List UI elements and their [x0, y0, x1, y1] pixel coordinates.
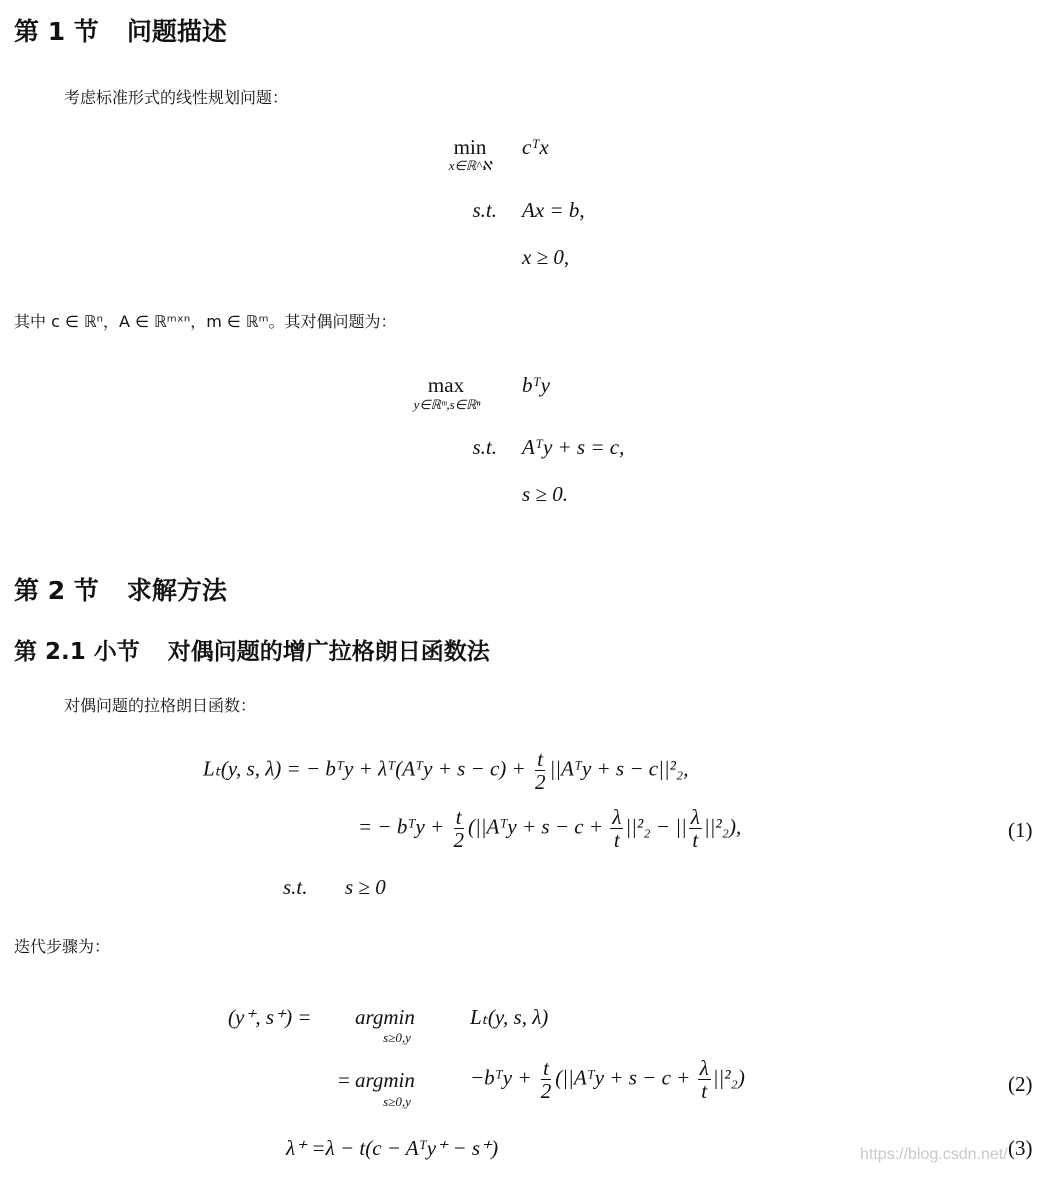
equation-tag-3: (3): [1008, 1136, 1033, 1160]
dual-constraint-1: Aᵀy + s = c,: [522, 435, 625, 459]
term: ||²₂ − ||: [625, 814, 687, 839]
term: ||Aᵀy + s − c||²₂,: [549, 756, 689, 781]
term: ||²₂): [712, 1065, 745, 1090]
denominator: 2: [453, 828, 464, 853]
denominator: t: [613, 828, 620, 853]
lhs: Lₜ(y, s, λ) =: [203, 756, 301, 781]
where-text: 其中 c ∈ ℝⁿ，A ∈ ℝᵐˣⁿ，m ∈ ℝᵐ。其对偶问题为：: [14, 312, 397, 331]
section-title: 求解方法: [126, 576, 227, 605]
st-label: s.t.: [472, 435, 497, 459]
numerator: λ: [690, 805, 700, 829]
denominator: t: [692, 828, 699, 853]
subsection-2-1-heading: [14, 633, 490, 666]
section-number: 第 2 节: [14, 576, 99, 605]
fraction: [451, 806, 466, 851]
fraction: [698, 1057, 711, 1102]
denominator: t: [701, 1079, 708, 1104]
section-1-heading: [14, 12, 227, 48]
denominator: 2: [534, 770, 546, 795]
numerator: λ: [699, 1056, 709, 1080]
primal-constraint-1: Ax = b,: [522, 198, 585, 222]
argmin-operator: argmin: [355, 1068, 415, 1092]
primal-objective: cᵀx: [522, 135, 549, 159]
numerator: λ: [612, 805, 622, 829]
equation-tag-1: (1): [1008, 818, 1033, 842]
denominator: 2: [540, 1079, 552, 1104]
lagrangian-intro: 对偶问题的拉格朗日函数：: [64, 696, 257, 715]
section-2-heading: [14, 571, 227, 607]
term: −bᵀy +: [470, 1065, 532, 1090]
min-subscript: x∈ℝ^ℵ: [448, 158, 492, 173]
st-label: s.t.: [472, 198, 497, 222]
numerator: t: [537, 747, 544, 771]
term: − bᵀy + λᵀ(Aᵀy + s − c) +: [305, 756, 526, 781]
constraint: s ≥ 0: [345, 875, 386, 899]
argmin-operator: argmin: [355, 1005, 415, 1029]
term: (||Aᵀy + s − c +: [467, 814, 604, 839]
numerator: t: [543, 1056, 549, 1080]
st-label: s.t.: [283, 875, 308, 899]
equation-1-line-1: [203, 748, 689, 793]
fraction: [610, 806, 623, 851]
primal-constraint-2: x ≥ 0,: [522, 245, 570, 269]
numerator: t: [455, 805, 462, 829]
dual-objective: bᵀy: [522, 373, 550, 397]
term: (||Aᵀy + s − c +: [555, 1065, 691, 1090]
iteration-intro: 迭代步骤为：: [14, 937, 111, 956]
argmin-subscript: s≥0,y: [383, 1094, 411, 1109]
equation-tag-2: (2): [1008, 1072, 1033, 1096]
update-lhs: (y⁺, s⁺) =: [228, 1005, 312, 1029]
update-rhs-1: Lₜ(y, s, λ): [470, 1005, 549, 1029]
intro-text: 考虑标准形式的线性规划问题：: [64, 88, 289, 107]
equation-1-line-2: [358, 806, 741, 851]
max-subscript: y∈ℝᵐ,s∈ℝⁿ: [413, 397, 481, 412]
max-operator: max: [427, 373, 465, 397]
argmin-subscript: s≥0,y: [383, 1030, 411, 1045]
subsection-number: 第 2.1 小节: [14, 639, 140, 665]
dual-constraint-2: s ≥ 0.: [522, 482, 568, 506]
fraction: [539, 1057, 554, 1102]
watermark: https://blog.csdn.net/: [860, 1146, 1008, 1163]
fraction: [533, 748, 548, 793]
fraction: [689, 806, 702, 851]
term: = − bᵀy +: [358, 814, 445, 839]
lambda-update: λ⁺ =λ − t(c − Aᵀy⁺ − s⁺): [286, 1136, 499, 1160]
equals-sign: =: [338, 1068, 350, 1092]
term: ||²₂),: [703, 814, 742, 839]
min-operator: min: [453, 135, 487, 159]
section-number: 第 1 节: [14, 17, 99, 46]
subsection-title: 对偶问题的增广拉格朗日函数法: [167, 639, 490, 665]
section-title: 问题描述: [126, 17, 227, 46]
update-rhs-2: [470, 1057, 745, 1102]
